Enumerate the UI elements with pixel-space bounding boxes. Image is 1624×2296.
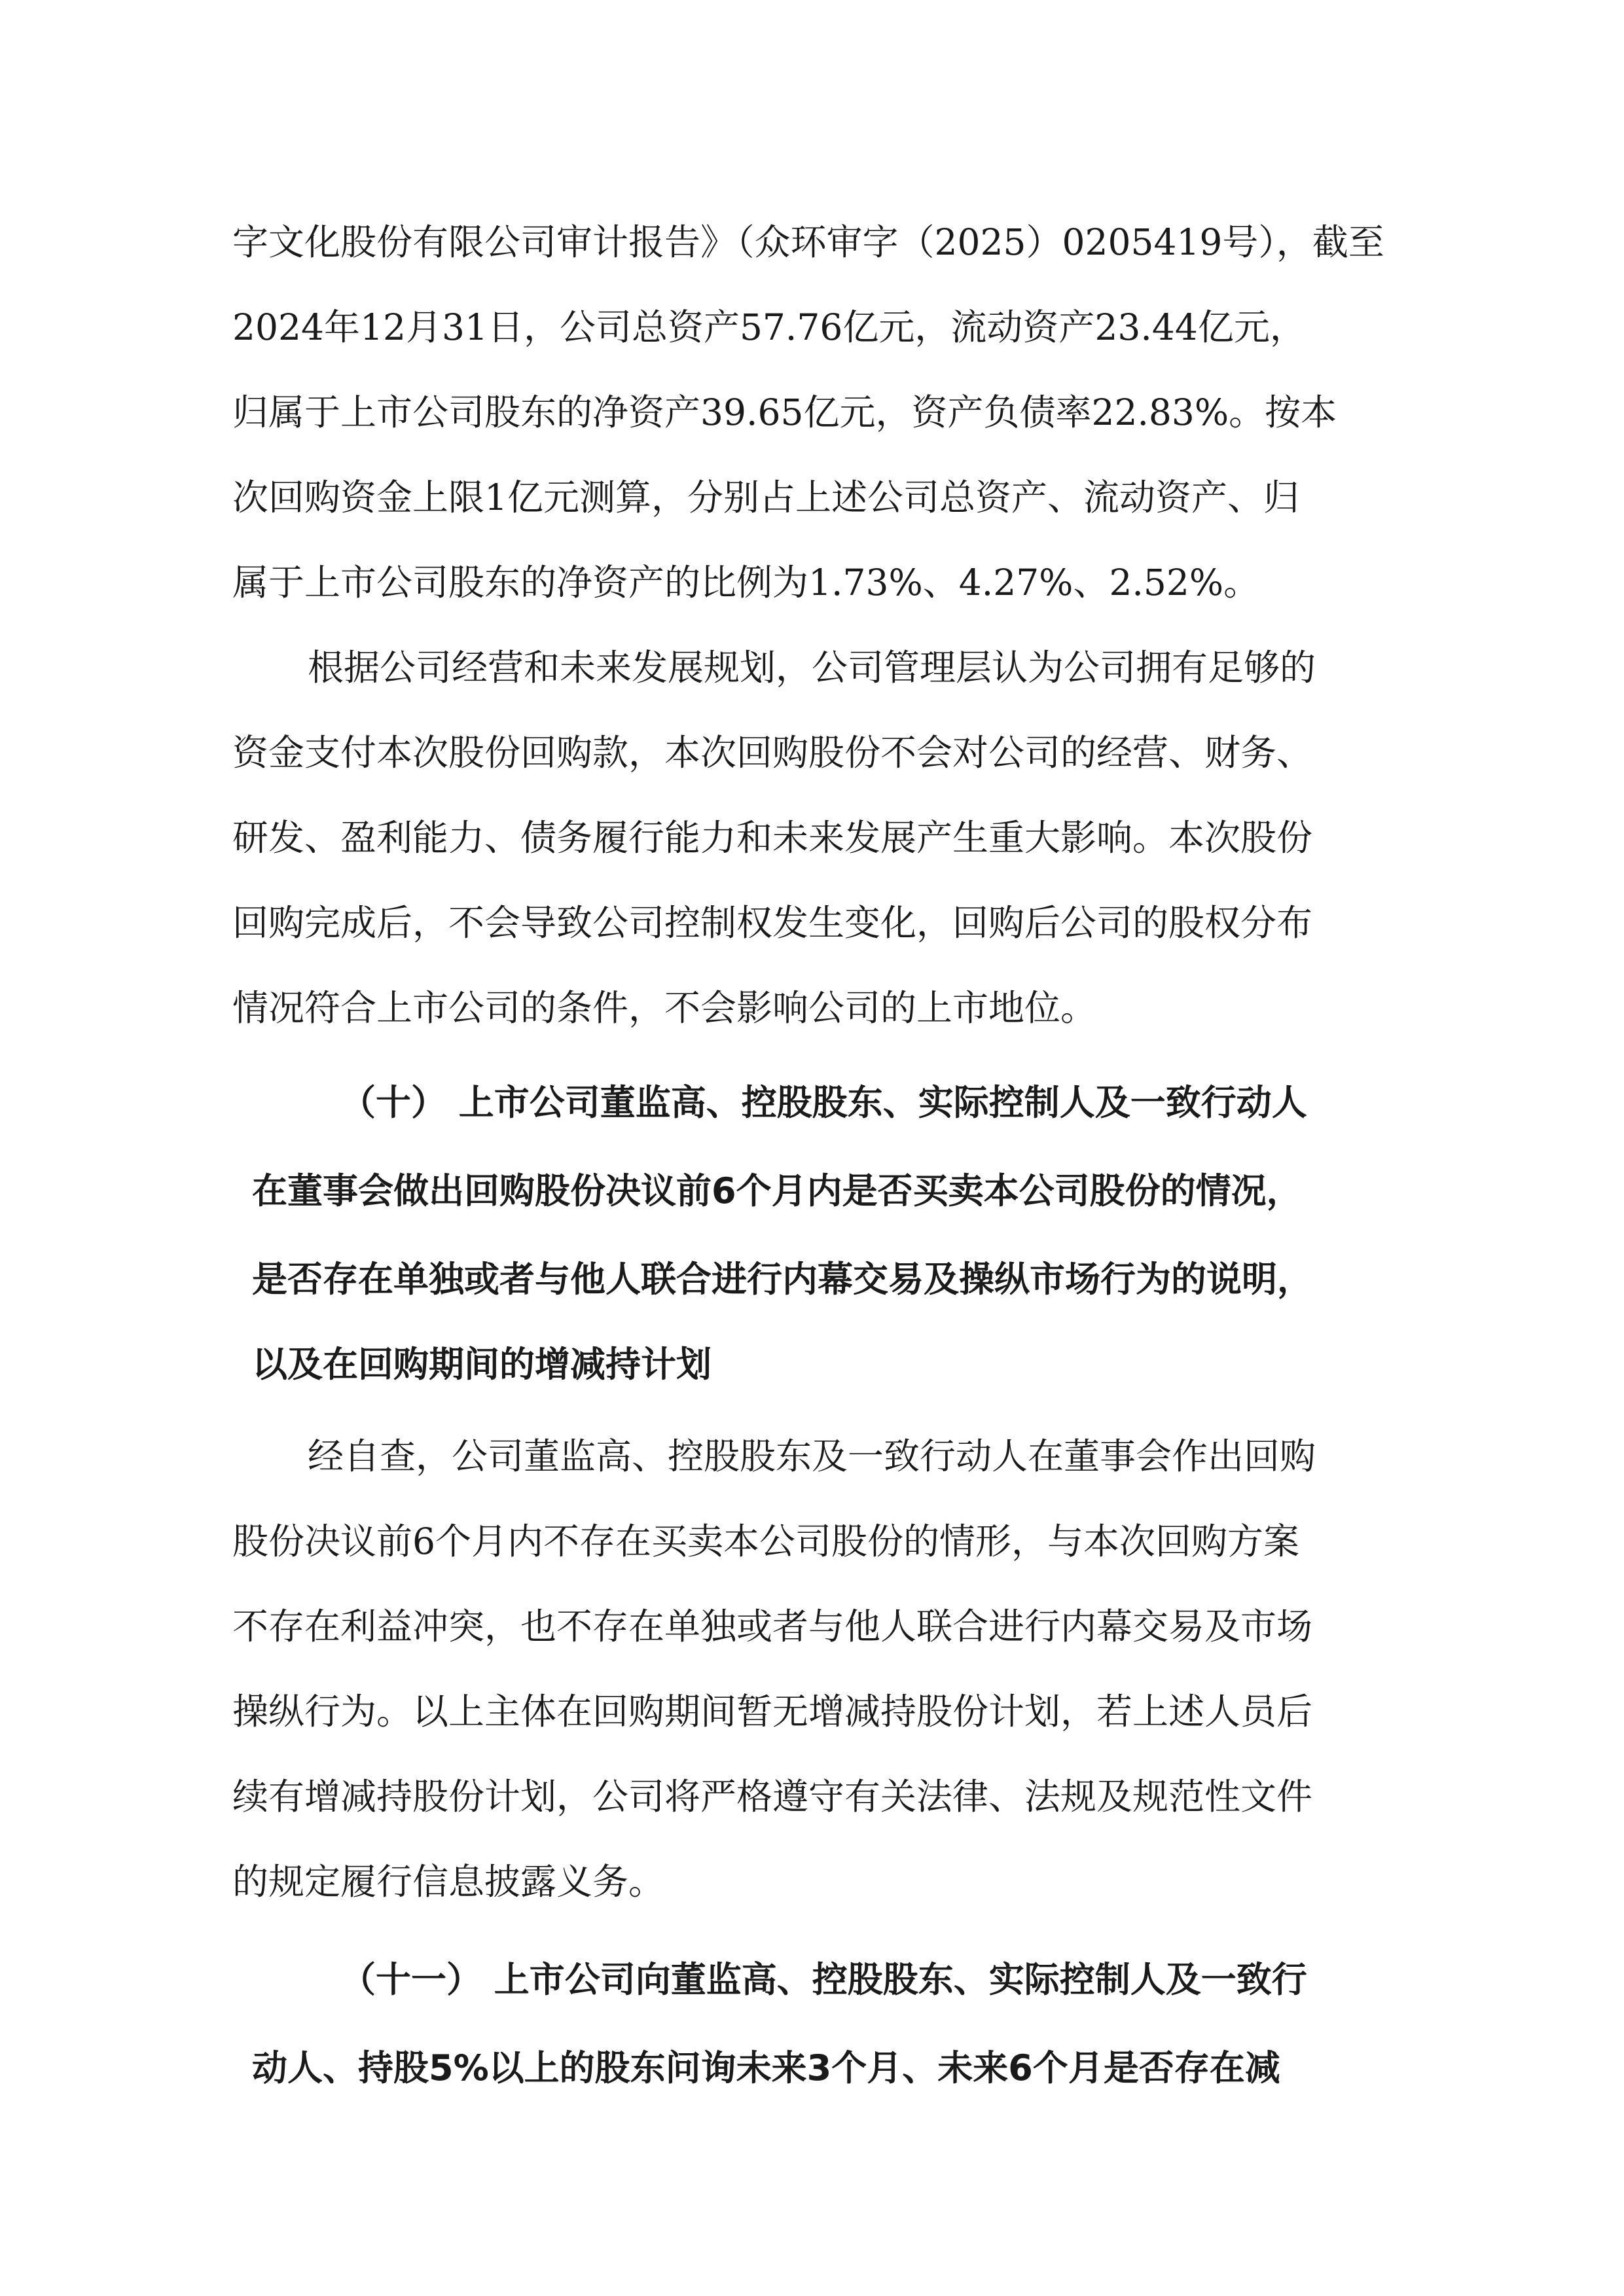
text-line: 的规定履行信息披露义务。	[232, 1861, 665, 1903]
text-line: 研发、盈利能力、债务履行能力和未来发展产生重大影响。本次股份	[232, 817, 1313, 859]
text-line: 回购完成后，不会导致公司控制权发生变化，回购后公司的股权分布	[232, 902, 1313, 944]
heading-line: （十） 上市公司董监高、控股股东、实际控制人及一致行动人	[340, 1082, 1307, 1123]
heading-line: 是否存在单独或者与他人联合进行内幕交易及操纵市场行为的说明，	[252, 1259, 1312, 1300]
text-line: 次回购资金上限1亿元测算，分别占上述公司总资产、流动资产、归	[232, 476, 1299, 518]
heading-line: （十一） 上市公司向董监高、控股股东、实际控制人及一致行	[340, 1959, 1307, 2000]
text-line: 资金支付本次股份回购款，本次回购股份不会对公司的经营、财务、	[232, 732, 1313, 774]
text-line: 情况符合上市公司的条件，不会影响公司的上市地位。	[232, 987, 1097, 1029]
heading-line: 动人、持股5%以上的股东问询未来3个月、未来6个月是否存在减	[252, 2047, 1280, 2089]
text-line: 操纵行为。以上主体在回购期间暂无增减持股份计划，若上述人员后	[232, 1691, 1313, 1732]
text-line: 根据公司经营和未来发展规划，公司管理层认为公司拥有足够的	[308, 647, 1316, 689]
text-line: 属于上市公司股东的净资产的比例为1.73%、4.27%、2.52%。	[232, 562, 1260, 603]
text-line: 不存在利益冲突，也不存在单独或者与他人联合进行内幕交易及市场	[232, 1605, 1313, 1647]
text-line: 归属于上市公司股东的净资产39.65亿元，资产负债率22.83%。按本	[232, 391, 1337, 433]
text-line: 股份决议前6个月内不存在买卖本公司股份的情形，与本次回购方案	[232, 1520, 1299, 1562]
heading-line: 以及在回购期间的增减持计划	[252, 1344, 712, 1385]
text-line: 续有增减持股份计划，公司将严格遵守有关法律、法规及规范性文件	[232, 1776, 1313, 1818]
text-line: 字文化股份有限公司审计报告》（众环审字（2025）0205419号），截至	[232, 221, 1384, 263]
text-line: 2024年12月31日，公司总资产57.76亿元，流动资产23.44亿元，	[232, 306, 1306, 348]
text-line: 经自查，公司董监高、控股股东及一致行动人在董事会作出回购	[308, 1435, 1316, 1477]
heading-line: 在董事会做出回购股份决议前6个月内是否买卖本公司股份的情况，	[252, 1170, 1302, 1211]
